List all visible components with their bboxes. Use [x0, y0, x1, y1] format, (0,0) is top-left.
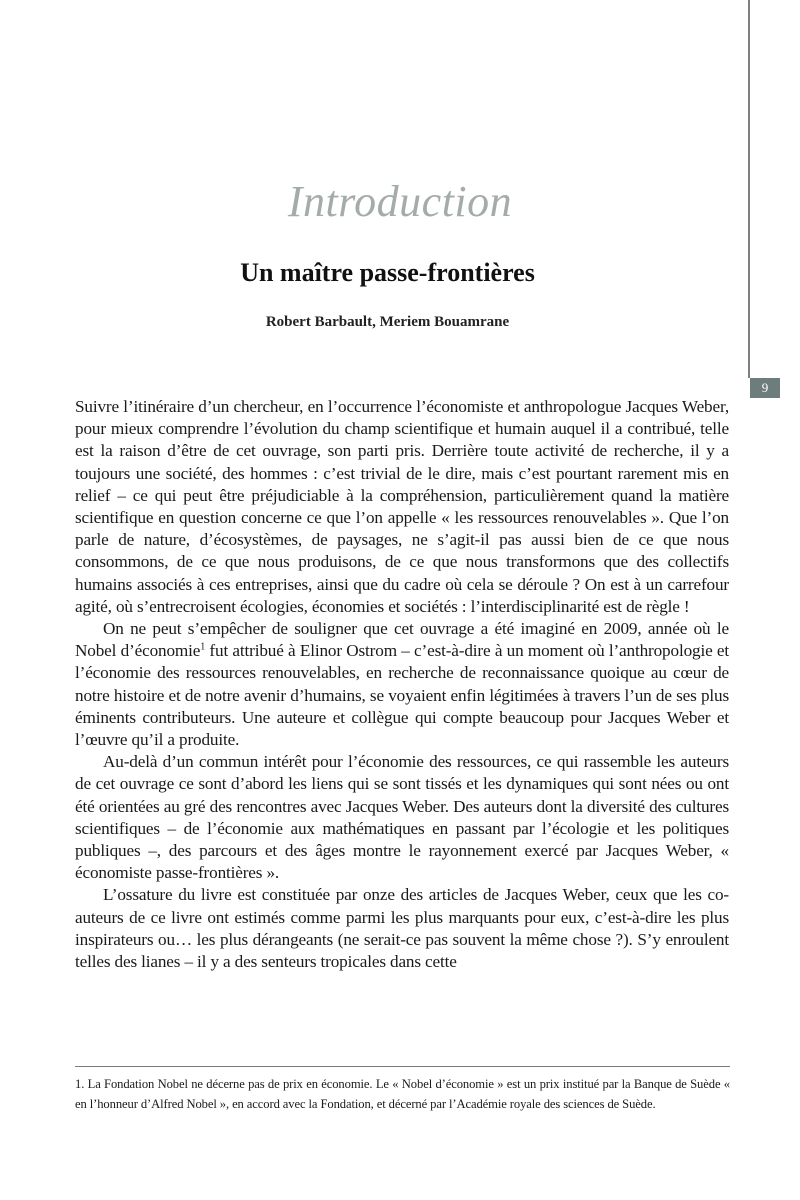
body-text	[75, 396, 729, 973]
paragraph-3	[75, 751, 729, 884]
paragraph-text: Suivre l’itinéraire d’un chercheur, en l’occurrence l’économiste et anthropologue Jacques Weber, pour mieux comprendre l’évolution du champ scientifique et humain auquel il a contribué, telle est la raison d’être de cet ouvrage, son parti pris. Derrière toute activité de recherche, il y a toujours une société, des hommes : c’est trivial de le dire, mais c’est pourtant rarement mis en relief – ce qui peut être préjudiciable à la compréhension, particulièrement quand la matière scientifique en question concerne ce que l’on appelle « les ressources renouvelables ». Que l’on parle de nature, d’écosystèmes, de paysages, ne s’agit-il pas aussi bien de ce que nous consommons, de ce que nous produisons, de ce que nous transformons que des collectifs humains associés à ces entreprises, ainsi que du cadre où cela se déroule ? On est à un carrefour agité, où s’entrecroisent écologies, économies et sociétés : l’interdisciplinarité est de règle !	[75, 397, 729, 616]
chapter-authors: Robert Barbault, Meriem Bouamrane	[265, 314, 510, 330]
page-number: 9	[750, 378, 780, 398]
paragraph-4	[75, 884, 729, 973]
footnote-reference[interactable]: 1	[200, 641, 206, 653]
chapter-label: Introduction	[287, 177, 513, 226]
paragraph-text: L’ossature du livre est constituée par onze des articles de Jacques Weber, ceux que les co-auteurs de ce livre ont estimés comme parmi les plus marquants pour eux, c’est-à-dire les plus inspirateurs ou… les plus dérangeants (ne serait-ce pas souvent la même chose ?). S’y enroulent telles des lianes – il y a des senteurs tropicales dans cette	[75, 885, 729, 972]
paragraph-1	[75, 396, 729, 618]
paragraph-text: Au-delà d’un commun intérêt pour l’économie des ressources, ce qui rassemble les auteurs de cet ouvrage ce sont d’abord les liens qui se sont tissés et les dynamiques qui sont nées ou ont été orientées au gré des rencontres avec Jacques Weber. Des auteurs dont la diversité des cultures scientifiques – de l’économie aux mathématiques en passant par l’écologie et les politiques publiques –, des parcours et des âges montre le rayonnement exercé par Jacques Weber, « économiste passe-frontières ».	[75, 752, 729, 883]
footnotes	[75, 1075, 730, 1114]
chapter-title: Un maître passe-frontières	[240, 258, 535, 287]
paragraph-2	[75, 618, 729, 751]
paragraph-text: fut attribué à Elinor Ostrom – c’est-à-dire à un moment où l’anthropologie et l’économie des ressources renouvelables, en recherche de reconnaissance quoique au cœur de notre histoire et de notre avenir d’humains, se voyaient enfin légitimées à travers l’un de ses plus éminents contributeurs. Une auteure et collègue qui compte beaucoup pour Jacques Weber et l’œuvre qu’il a produite.	[75, 641, 730, 750]
footnote-1: 1. La Fondation Nobel ne décerne pas de prix en économie. Le « Nobel d’économie » est un prix institué par la Banque de Suède « en l’honneur d’Alfred Nobel », en accord avec la Fondation, et décerné par l’Académie royale des sciences de Suède.	[75, 1077, 730, 1111]
footnote-separator	[75, 1066, 730, 1067]
paragraph-text: On ne peut s’empêcher de souligner que cet ouvrage a été imaginé en 2009, année où le Nobel d’économie	[75, 619, 729, 661]
